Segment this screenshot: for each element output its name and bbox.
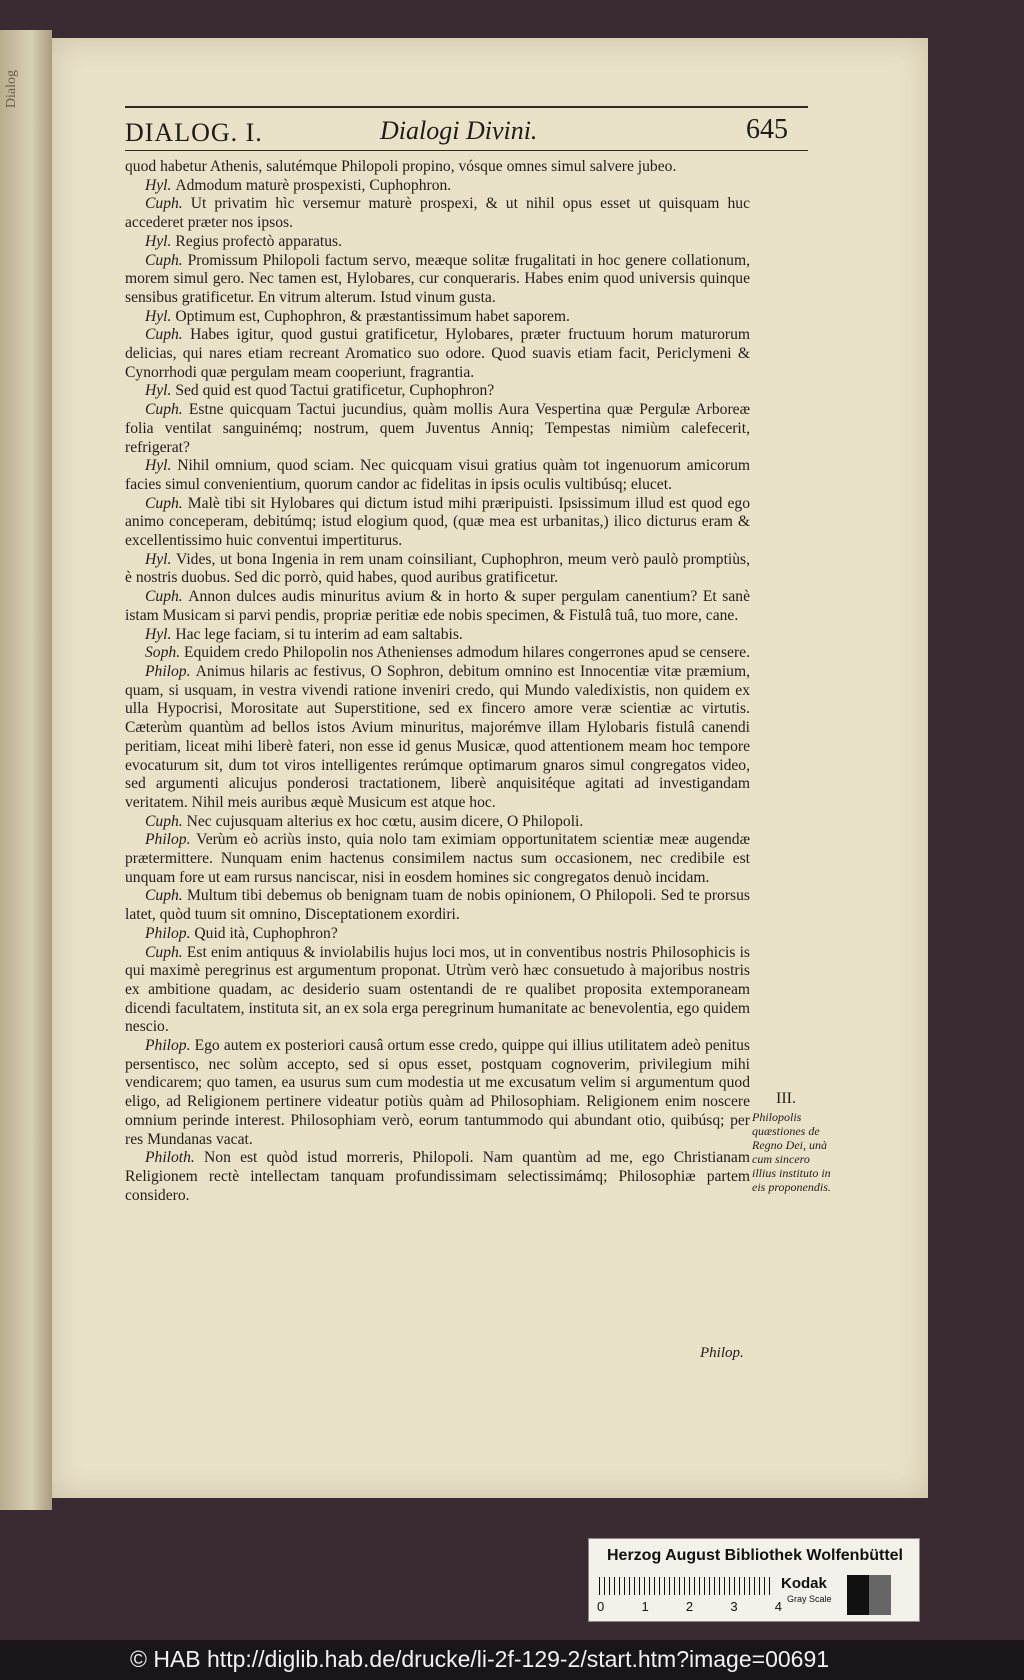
paragraph-text: Estne quicquam Tactui jucundius, quàm mollis Aura Vespertina quæ Pergulæ Arboreæ folia ventilat sanguinémq; nostrum, quem Juventus Anniq; Tempestas nimiùm calefecerit, refrigerat? [125, 401, 750, 456]
paragraph-text: Quid ità, Cuphophron? [194, 924, 338, 942]
dialogue-paragraph [125, 887, 750, 924]
dialogue-paragraph [125, 177, 750, 196]
dialogue-paragraph [125, 831, 750, 887]
dialogue-paragraph [125, 551, 750, 588]
color-chart [588, 1538, 920, 1622]
speaker-name: Cuph. [145, 887, 188, 905]
paragraph-text: Regius profectò apparatus. [175, 232, 343, 250]
dialogue-paragraph [125, 663, 750, 813]
chart-ruler [599, 1577, 774, 1595]
page-number: 645 [746, 114, 788, 145]
paragraph-text: Est enim antiquus & inviolabilis hujus loci mos, ut in conventibus nostris Philosophicis is qui maximè peregrinus est argumentum proponat. Utrùm verò hæc consuetudo à majoribus nostris ex ambitione quadam, ac desiderio suam ostentandi de re qualibet proposita extemporaneam dicendi facultatem, instituta sit, an ex sola erga peregrinum humanitate ac benevolentia, ego quidem nescio. [125, 943, 750, 1036]
footer-url[interactable]: © HAB http://diglib.hab.de/drucke/li-2f-129-2/start.htm?image=00691 [130, 1646, 830, 1672]
paragraph-text: Annon dulces audis minuritus avium & in horto & super pergulam canentium? Et sanè istam Musicam si parvi pendis, propriæ peritiæ ede nobis specimen, & Fistulâ tuâ, tuo more, cane. [125, 588, 750, 624]
speaker-name: Cuph. [145, 251, 188, 269]
speaker-name: Philoth. [145, 1149, 205, 1167]
margin-note-text: Philopolis quæstiones de Regno Dei, unà cum sincero illius instituto in eis proponendis. [752, 1110, 831, 1194]
chart-ticks [597, 1599, 782, 1614]
dialogue-paragraph [125, 457, 750, 494]
running-header [125, 112, 808, 152]
catchword: Philop. [700, 1345, 744, 1361]
paragraph-text: Promissum Philopoli factum servo, meæque solitæ frugalitati in hoc genere collationum, morem simul gero. Nec tamen est, Hylobares, cur conqueraris. Habes enim quod universis quinque sensibus gratificetur. En vitrum alterum. Istud vinum gusta. [125, 251, 750, 306]
dialogue-paragraph [125, 195, 750, 232]
dialogue-paragraph [125, 252, 750, 308]
footer-bar [0, 1640, 1024, 1680]
paragraph-text: Equidem credo Philopolin nos Athenienses admodum hilares congerrones apud se censere. [183, 644, 750, 662]
dialogue-paragraph [125, 626, 750, 645]
chart-brand: Kodak [781, 1575, 827, 1592]
chart-tick: 1 [641, 1599, 649, 1614]
paragraph-text: Ut privatim hìc versemur maturè prospexi, & ut nihil opus esset ut quisquam huc accederet præter nos ipsos. [125, 195, 750, 232]
paragraph-text: Hac lege faciam, si tu interim ad eam saltabis. [175, 625, 463, 643]
speaker-name: Hyl. [145, 550, 177, 568]
dialogue-paragraph [125, 158, 750, 177]
chart-label: Gray Scale [787, 1594, 832, 1604]
dialogue-paragraph [125, 644, 750, 663]
paragraph-text: Optimum est, Cuphophron, & præstantissimum habet saporem. [175, 307, 570, 325]
speaker-name: Cuph. [145, 401, 189, 419]
paragraph-text: Sed quid est quod Tactui gratificetur, Cuphophron? [175, 382, 495, 400]
speaker-name: Hyl. [145, 382, 176, 400]
dialogue-paragraph [125, 233, 750, 252]
dialogue-paragraph [125, 1037, 750, 1149]
paragraph-text: quod habetur Athenis, salutémque Philopoli propino, vósque omnes simul salvere jubeo. [125, 158, 677, 175]
paragraph-text: Nec cujusquam alterius ex hoc cœtu, ausim dicere, O Philopoli. [186, 812, 584, 830]
dialogue-paragraph [125, 944, 750, 1038]
chart-library-name: Herzog August Bibliothek Wolfenbüttel [607, 1547, 903, 1564]
previous-page-edge [0, 30, 52, 1510]
previous-page-text: Dialog [4, 70, 19, 109]
dialogue-paragraph [125, 326, 750, 382]
header-rule-bottom [125, 150, 808, 151]
speaker-name: Cuph. [145, 812, 187, 830]
paragraph-text: Multum tibi debemus ob benignam tuam de nobis opinionem, O Philopoli. Sed te prorsus latet, quòd tuum sit omnino, Disceptationem exordiri. [125, 887, 750, 924]
speaker-name: Philop. [145, 662, 196, 680]
chart-tick: 0 [597, 1599, 605, 1614]
paragraph-text: Non est quòd istud morreris, Philopoli. Nam quantùm ad me, ego Christianam Religionem rectè intellectam tanquam profundissimam selectissimámq; Philosophiæ partem considero. [125, 1149, 750, 1204]
paragraph-text: Verùm eò acriùs insto, quia nolo tam eximiam opportunitatem scientiæ meæ augendæ prætermittere. Nunquam enim hactenus consimilem nactus sum occasionem, nec credibile est unquam fore ut eam rursus nanciscar, nisi in eosdem homines sic congregatos denuò incidam. [125, 831, 750, 886]
speaker-name: Philop. [145, 924, 195, 942]
speaker-name: Soph. [145, 644, 184, 662]
dialogue-paragraph [125, 495, 750, 551]
chart-tick: 4 [774, 1599, 782, 1614]
dialogue-paragraph [125, 382, 750, 401]
speaker-name: Cuph. [145, 494, 188, 512]
speaker-name: Cuph. [145, 943, 187, 961]
dialogue-paragraph [125, 401, 750, 457]
margin-note-number: III. [776, 1090, 796, 1107]
chart-swatch-black [847, 1575, 869, 1615]
dialogue-paragraph [125, 925, 750, 944]
speaker-name: Hyl. [145, 176, 176, 194]
chart-swatch-gray [869, 1575, 891, 1615]
speaker-name: Philop. [145, 831, 197, 849]
speaker-name: Hyl. [145, 307, 176, 325]
dialogue-paragraph [125, 308, 750, 327]
dialogue-paragraph [125, 813, 750, 832]
body-text [125, 158, 750, 1205]
header-rule-top [125, 106, 808, 108]
paragraph-text: Animus hilaris ac festivus, O Sophron, debitum omnino est Innocentiæ vitæ præmium, quam, si usquam, in vestra vivendi ratione inveniri credo, qui Mundo valedixistis, non quidem ex ulla Hypocrisi, Morositate aut Superstitione, sed ex fincero amore veræ scientiæ ac virtutis. Cæterùm quantùm ad bellos istos Avium minuritus, majorémve illam Hylobaris fistulâ canendi peritiam, liceat mihi liberè fateri, non esse id genus Musicæ, quod attentionem meam hoc tempore evocaturum sit, dum tot viros intelligentes rerúmque optimarum gnaros simul congregatos video, sed argumenti alicujus ponderosi tractationem, liberè anquisitéque agitati ad investigandam veritatem. Nihil meis auribus æquè Musicum est atque hoc. [125, 662, 750, 811]
speaker-name: Cuph. [145, 195, 191, 213]
header-dialog: DIALOG. I. [125, 118, 263, 147]
header-title: Dialogi Divini. [380, 116, 538, 145]
margin-note [752, 1092, 832, 1194]
dialogue-paragraph [125, 1149, 750, 1205]
speaker-name: Hyl. [145, 625, 176, 643]
paragraph-text: Nihil omnium, quod sciam. Nec quicquam visui gratius quàm tot ingenuorum amicorum facies simul convenientium, quorum candor ac fidelitas in ipsis oculis vultibúsq; elucet. [125, 457, 751, 493]
dialogue-paragraph [125, 588, 750, 625]
speaker-name: Hyl. [145, 232, 176, 250]
paragraph-text: Habes igitur, quod gustui gratificetur, Hylobares, præter fructuum horum maturorum delicias, qui nares etiam recreant Aromatico suo odore. Quod suavis etiam facit, Periclymeni & Cynorrhodi quæ pergulam meam cooperiunt, fragrantia. [125, 326, 750, 381]
paragraph-text: Malè tibi sit Hylobares qui dictum istud mihi præripuisti. Ipsissimum illud est quod ego animo conceperam, debitúmq; istud elogium quod, (quæ mea est urbanitas,) ilico dicturus eram & excellentissimo huic conventui impertiturus. [125, 494, 750, 550]
paragraph-text: Admodum maturè prospexisti, Cuphophron. [175, 176, 452, 194]
paragraph-text: Vides, ut bona Ingenia in rem unam coinsiliant, Cuphophron, meum verò paulò promptiùs, è nostris duobus. Sed dic porrò, quid habes, quod auribus gratificetur. [125, 550, 750, 587]
speaker-name: Hyl. [145, 457, 178, 475]
speaker-name: Philop. [145, 1037, 195, 1055]
chart-tick: 3 [730, 1599, 738, 1614]
paragraph-text: Ego autem ex posteriori causâ ortum esse credo, quippe qui illius utilitatem adeò penitus persentisco, nec solùm accepto, sed si opus esset, postquam cognoverim, privilegium mihi vendicarem; quo tamen, ea usurus sum cum modestia ut me excusatum velim si argumentum quod eligo, ad Religionem pertinere videatur potiùs quàm ad Philosophiam. Religionem enim noscere omnium perinde interest. Philosophiam verò, eorum tantummodo qui abundant otio, quibúsq; per res Mundanas vacat. [125, 1037, 750, 1148]
speaker-name: Cuph. [145, 326, 191, 344]
speaker-name: Cuph. [145, 588, 189, 606]
chart-tick: 2 [685, 1599, 694, 1614]
